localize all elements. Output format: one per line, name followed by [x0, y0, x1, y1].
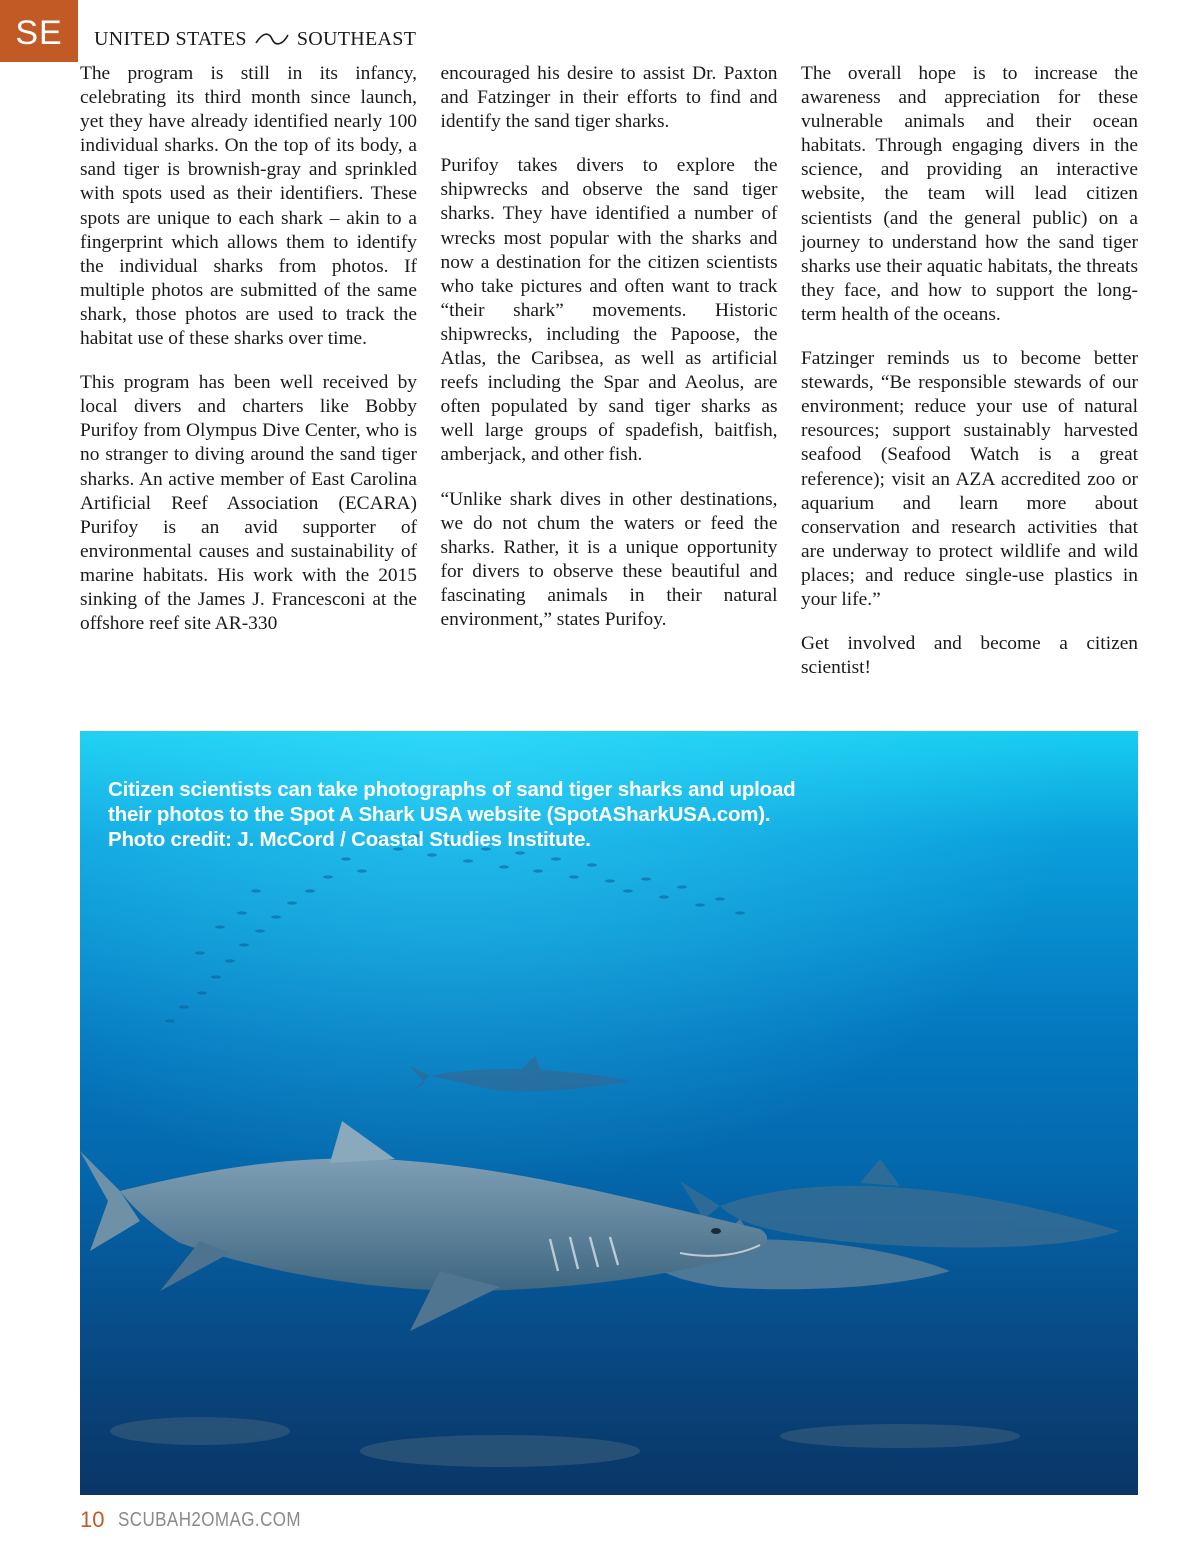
article-body: [80, 62, 1138, 700]
site-url: SCUBAH2OMAG.COM: [118, 1508, 302, 1531]
page-footer: [80, 1507, 334, 1533]
paragraph: The overall hope is to increase the awareness and appreciation for these vulnerable animals and their ocean habitats. Through engaging divers in the science, and providing an interactive website, the team will lead citizen scientists (and the general public) on a journey to understand how the sand tiger sharks use their aquatic habitats, the threats they face, and how to support the long-term health of the oceans.: [801, 63, 1138, 325]
caption-line: their photos to the Spot A Shark USA website (SpotASharkUSA.com).: [108, 803, 771, 826]
paragraph: Get involved and become a citizen scientist!: [801, 633, 1138, 679]
paragraph: Purifoy takes divers to explore the shipwrecks and observe the sand tiger sharks. They have identified a number of wrecks most popular with the sharks and now a destination for the citizen scientists who take pictures and often want to track “their shark” movements. Historic shipwrecks, including the Papoose, the Atlas, the Caribsea, as well as artificial reefs including the Spar and Aeolus, are often populated by sand tiger sharks as well large groups of spadefish, baitfish, amberjack, and other fish.: [440, 155, 778, 466]
photo-caption: [108, 777, 868, 852]
region-area: SOUTHEAST: [296, 27, 417, 50]
caption-line: Photo credit: J. McCord / Coastal Studies Institute.: [108, 828, 591, 851]
page-number: 10: [80, 1507, 105, 1532]
wave-divider-icon: [255, 32, 289, 46]
paragraph: “Unlike shark dives in other destinations, we do not chum the waters or feed the sharks. Rather, it is a unique opportunity for divers to observe these beautiful and fascinating animals in their natural environment,” states Purifoy.: [440, 488, 778, 630]
article-column-2: [441, 62, 778, 700]
article-column-3: [801, 62, 1138, 700]
paragraph: encouraged his desire to assist Dr. Paxton and Fatzinger in their efforts to find and identify the sand tiger sharks.: [440, 63, 778, 133]
paragraph: The program is still in its infancy, celebrating its third month since launch, yet they have already identified nearly 100 individual sharks. On the top of its body, a sand tiger is brownish-gray and sprinkled with spots used as their identifiers. These spots are unique to each shark – akin to a fingerprint which allows them to identify the individual sharks from photos. If multiple photos are submitted of the same shark, those photos are used to track the habitat use of these sharks over time.: [80, 63, 417, 350]
region-header: [94, 26, 416, 52]
article-column-1: [80, 62, 417, 700]
section-tab: SE: [0, 0, 78, 62]
region-country: UNITED STATES: [94, 27, 247, 50]
shark-photo: [80, 731, 1138, 1495]
paragraph: Fatzinger reminds us to become better stewards, “Be responsible stewards of our environment; reduce your use of natural resources; support sustainably harvested seafood (Seafood Watch is a great reference); visit an AZA accredited zoo or aquarium and learn more about conservation and research activities that are underway to protect wildlife and wild places; and reduce single-use plastics in your life.”: [801, 348, 1138, 610]
caption-line: Citizen scientists can take photographs of sand tiger sharks and upload: [108, 778, 796, 801]
paragraph: This program has been well received by local divers and charters like Bobby Purifoy from Olympus Dive Center, who is no stranger to diving around the sand tiger sharks. An active member of East Carolina Artificial Reef Association (ECARA) Purifoy is an avid supporter of environmental causes and sustainability of marine habitats. His work with the 2015 sinking of the James J. Francesconi at the offshore reef site AR-330: [80, 372, 417, 635]
